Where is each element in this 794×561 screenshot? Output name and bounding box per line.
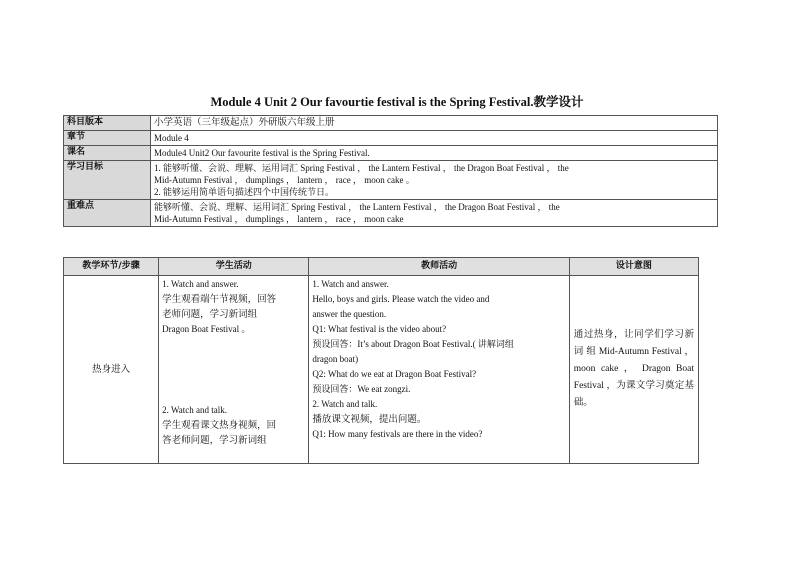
teacher-line: Q1: What festival is the video about? [312, 324, 447, 334]
info-label: 课名 [64, 146, 151, 161]
info-line: 小学英语（三年级起点）外研版六年级上册 [154, 117, 335, 128]
info-line: 能够听懂、会说、理解、运用词汇 Spring Festival ， the Lantern Festival ， the Dragon Boat Festival ， the [154, 202, 560, 212]
info-line: 2. 能够运用简单语句描述四个中国传统节日。 [154, 187, 335, 197]
info-line: Mid-Autumn Festival ， dumplings ， lantern ， race ， moon cake 。 [154, 175, 415, 185]
info-row [64, 200, 718, 227]
info-label: 科目版本 [64, 116, 151, 131]
student-activity-cell [159, 276, 309, 464]
teacher-line: Q1: How many festivals are there in the video? [312, 429, 483, 439]
info-line: Module4 Unit2 Our favourite festival is the Spring Festival. [154, 148, 370, 158]
info-row [64, 161, 718, 200]
header-intent: 设计意图 [569, 258, 698, 276]
teacher-line: 预设回答：It’s about Dragon Boat Festival.( 讲解词组 [312, 339, 514, 349]
teacher-line: 播放课文视频，提出问题。 [312, 414, 427, 425]
info-row [64, 146, 718, 161]
spacer [162, 374, 305, 403]
teacher-line: dragon boat) [312, 354, 359, 364]
info-value [151, 200, 718, 227]
info-label: 章节 [64, 131, 151, 146]
info-line: Module 4 [154, 133, 189, 143]
header-row [64, 258, 699, 276]
student-line: 2. Watch and talk. [162, 405, 227, 415]
student-line: 学生观看课文热身视频，回 [162, 420, 277, 431]
teacher-line: 2. Watch and talk. [312, 399, 378, 409]
header-student: 学生活动 [159, 258, 309, 276]
spacer [162, 337, 305, 374]
info-row [64, 131, 718, 146]
info-value [151, 131, 718, 146]
document-title: Module 4 Unit 2 Our favourtie festival is the Spring Festival.教学设计 [210, 95, 584, 109]
info-label: 学习目标 [64, 161, 151, 200]
teacher-activity-cell [309, 276, 569, 464]
teacher-line: 1. Watch and answer. [312, 279, 389, 289]
student-line: 1. Watch and answer. [162, 279, 239, 289]
info-value [151, 116, 718, 131]
table-row [64, 276, 699, 464]
student-line: Dragon Boat Festival 。 [162, 324, 251, 334]
course-info-table [63, 115, 718, 227]
design-intent-cell: 通过热身，让同学们学习新 词 组 Mid-Autumn Festival ， moon cake ， Dragon Boat Festival ，为课文学习奠定基础。 [569, 276, 698, 464]
info-line: Mid-Autumn Festival ， dumplings ， lantern ， race ， moon cake [154, 214, 404, 224]
teaching-process-table [63, 257, 699, 464]
student-line: 学生观看端午节视频，回答 [162, 294, 277, 305]
stage-cell: 热身进入 [64, 276, 159, 464]
teacher-line: Hello, boys and girls. Please watch the video and [312, 294, 490, 304]
student-line: 答老师问题，学习新词组 [162, 435, 267, 446]
info-row [64, 116, 718, 131]
info-label: 重难点 [64, 200, 151, 227]
info-line: 1. 能够听懂、会说、理解、运用词汇 Spring Festival ， the Lantern Festival ， the Dragon Boat Festival ， the [154, 163, 569, 173]
info-value [151, 146, 718, 161]
header-teacher: 教师活动 [309, 258, 569, 276]
header-stage: 教学环节/步骤 [64, 258, 159, 276]
teacher-line: Q2: What do we eat at Dragon Boat Festival? [312, 369, 477, 379]
teacher-line: 预设回答：We eat zongzi. [312, 384, 411, 394]
student-line: 老师问题，学习新词组 [162, 309, 258, 320]
info-value [151, 161, 718, 200]
teacher-line: answer the question. [312, 309, 387, 319]
